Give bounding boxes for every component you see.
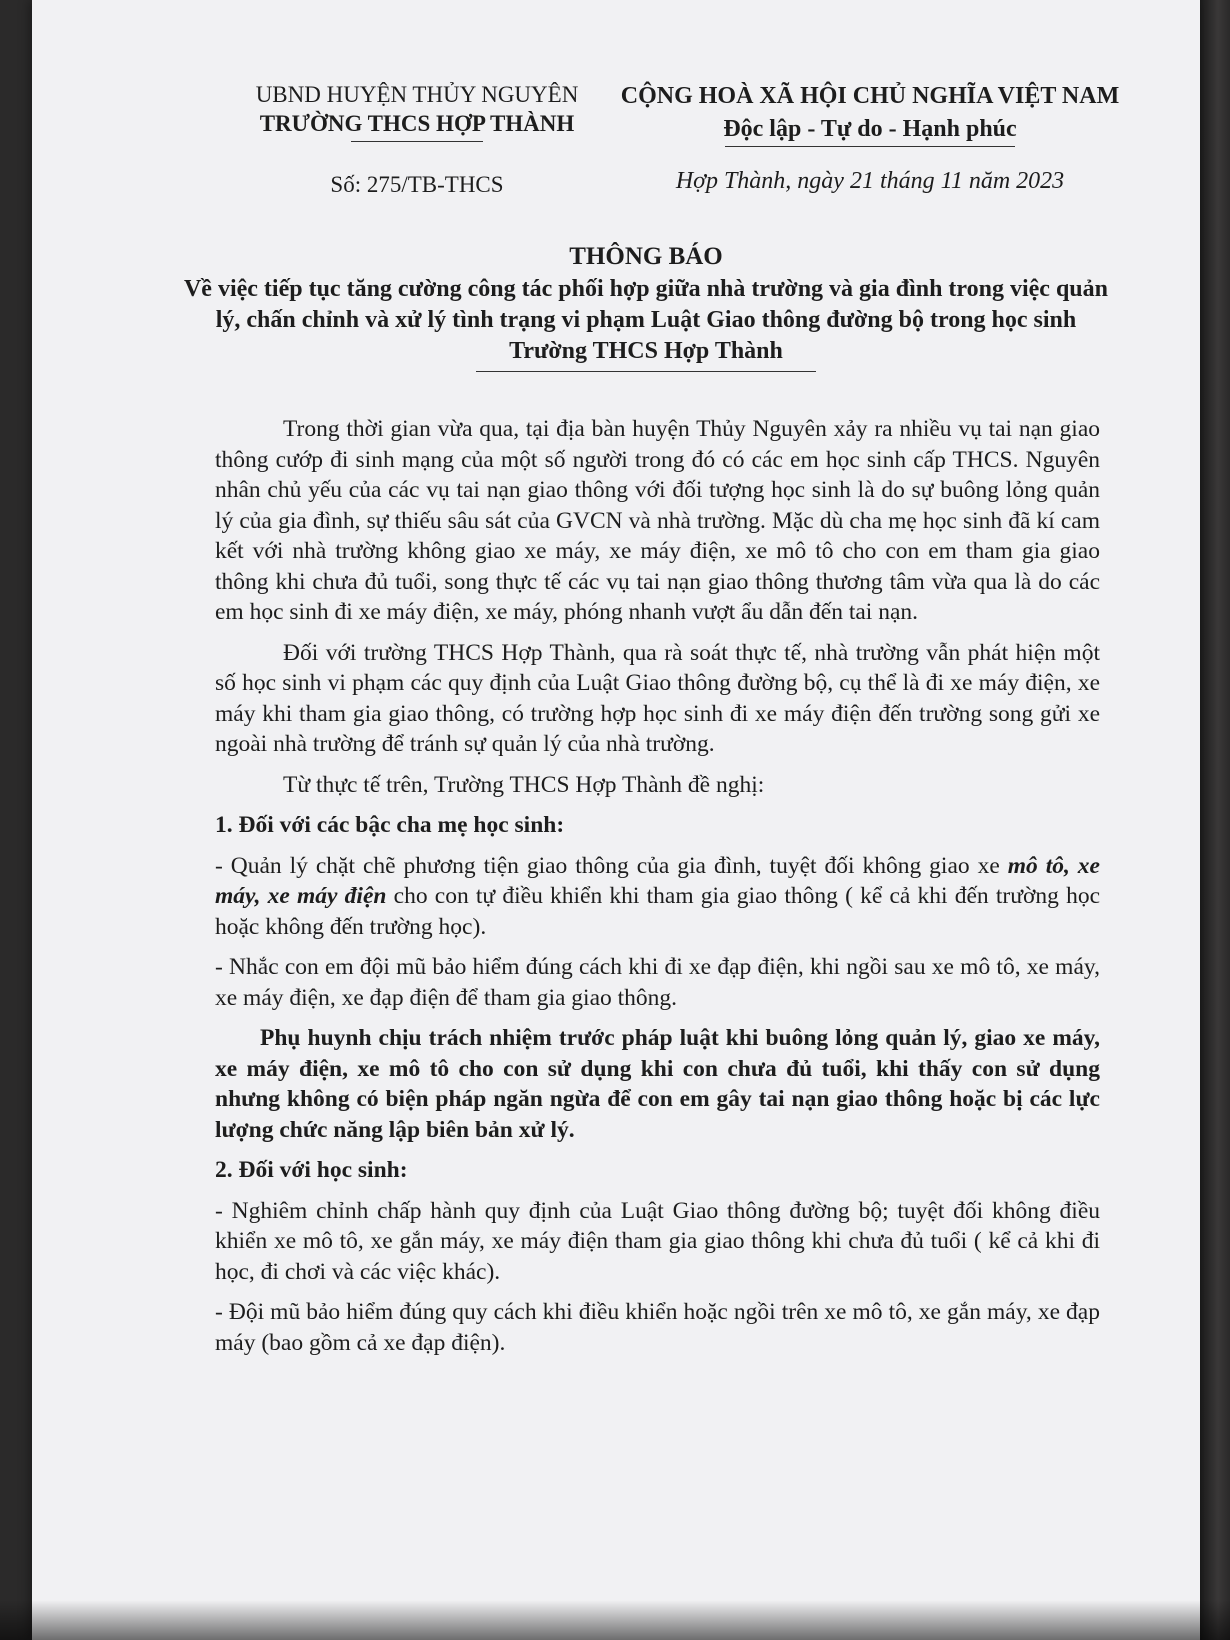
issuing-agency: UBND HUYỆN THỦY NGUYÊN (255, 82, 579, 107)
document-number: Số: 275/TB-THCS (330, 172, 504, 197)
document-subtitle: Về việc tiếp tục tăng cường công tác phối hợp giữa nhà trường và gia đình trong việc quản lý, chấn chỉnh và xử lý tình trạng vi phạm Luật Giao thông đường bộ trong học sinh Trường THCS Hợp Thành (183, 276, 1109, 364)
document-title: THÔNG BÁO (569, 243, 723, 270)
paragraph-parent-responsibility: Phụ huynh chịu trách nhiệm trước pháp luật khi buông lỏng quản lý, giao xe máy, xe máy điện, xe mô tô cho con sử dụng khi con chưa đủ tuổi, khi thấy con sử dụng nhưng không có biện pháp ngăn ngừa để con em gây tai nạn giao thông hoặc bị các lực lượng chức năng lập biên bản xử lý. (215, 1025, 1100, 1143)
list-item-parents-1 (215, 851, 1100, 943)
school-underline (351, 141, 483, 142)
background-bottom-shadow (0, 1600, 1230, 1640)
list-item-text: cho con tự điều khiển khi tham gia giao thông ( kể cả khi đến trường học hoặc không đến trường học). (215, 883, 1100, 940)
emphasized-vehicles: mô tô, xe máy, xe máy điện (215, 852, 1100, 909)
place-date: Hợp Thành, ngày 21 tháng 11 năm 2023 (675, 168, 1065, 194)
document-body (215, 414, 1100, 1358)
heading-students: 2. Đối với học sinh: (215, 1157, 408, 1183)
national-header (620, 80, 1120, 198)
school-name: TRƯỜNG THCS HỢP THÀNH (259, 111, 575, 136)
paragraph-proposal-intro: Từ thực tế trên, Trường THCS Hợp Thành đề nghị: (283, 771, 765, 798)
list-item-parents-2: - Nhắc con em đội mũ bảo hiểm đúng cách khi đi xe đạp điện, khi ngồi sau xe mô tô, xe máy, xe máy điện, xe đạp điện để tham gia giao thông. (215, 954, 1100, 1011)
background-right-edge (1200, 0, 1230, 1640)
document-title-block (182, 240, 1110, 372)
motto-underline (725, 146, 1015, 147)
list-item-students-2: - Đội mũ bảo hiểm đúng quy cách khi điều khiển hoặc ngồi trên xe mô tô, xe gắn máy, xe đạp máy (bao gồm cả xe đạp điện). (215, 1299, 1100, 1356)
list-item-text: - Quản lý chặt chẽ phương tiện giao thông của gia đình, tuyệt đối không giao xe (215, 852, 1008, 879)
heading-parents: 1. Đối với các bậc cha mẹ học sinh: (215, 812, 565, 838)
paragraph-school-findings: Đối với trường THCS Hợp Thành, qua rà soát thực tế, nhà trường vẫn phát hiện một số học sinh vi phạm các quy định của Luật Giao thông đường bộ, cụ thể là đi xe máy điện, xe máy khi tham gia giao thông, có trường hợp học sinh đi xe máy điện đến trường song gửi xe ngoài nhà trường để tránh sự quản lý của nhà trường. (215, 639, 1100, 757)
list-item-students-1: - Nghiêm chỉnh chấp hành quy định của Luật Giao thông đường bộ; tuyệt đối không điều khiển xe mô tô, xe gắn máy, xe máy điện tham gia giao thông khi chưa đủ tuổi ( kể cả khi đi học, đi chơi và các việc khác). (215, 1197, 1100, 1285)
subtitle-underline (476, 371, 816, 372)
national-motto: Độc lập - Tự do - Hạnh phúc (723, 116, 1017, 142)
issuer-block (247, 80, 587, 199)
nation-title: CỘNG HOÀ XÃ HỘI CHỦ NGHĨA VIỆT NAM (620, 83, 1120, 109)
paragraph-context: Trong thời gian vừa qua, tại địa bàn huyện Thủy Nguyên xảy ra nhiều vụ tai nạn giao thông cướp đi sinh mạng của một số người trong đó có các em học sinh cấp THCS. Nguyên nhân chủ yếu của các vụ tai nạn giao thông với đối tượng học sinh là do sự buông lỏng quản lý của gia đình, sự thiếu sâu sát của GVCN và nhà trường. Mặc dù cha mẹ học sinh đã kí cam kết với nhà trường không giao xe máy, xe máy điện, xe mô tô cho con em tham gia giao thông khi chưa đủ tuổi, song thực tế các vụ tai nạn giao thông thương tâm vừa qua là do các em học sinh đi xe máy điện, xe máy, phóng nhanh vượt ẩu dẫn đến tai nạn. (215, 416, 1100, 625)
document-page (32, 0, 1200, 1640)
